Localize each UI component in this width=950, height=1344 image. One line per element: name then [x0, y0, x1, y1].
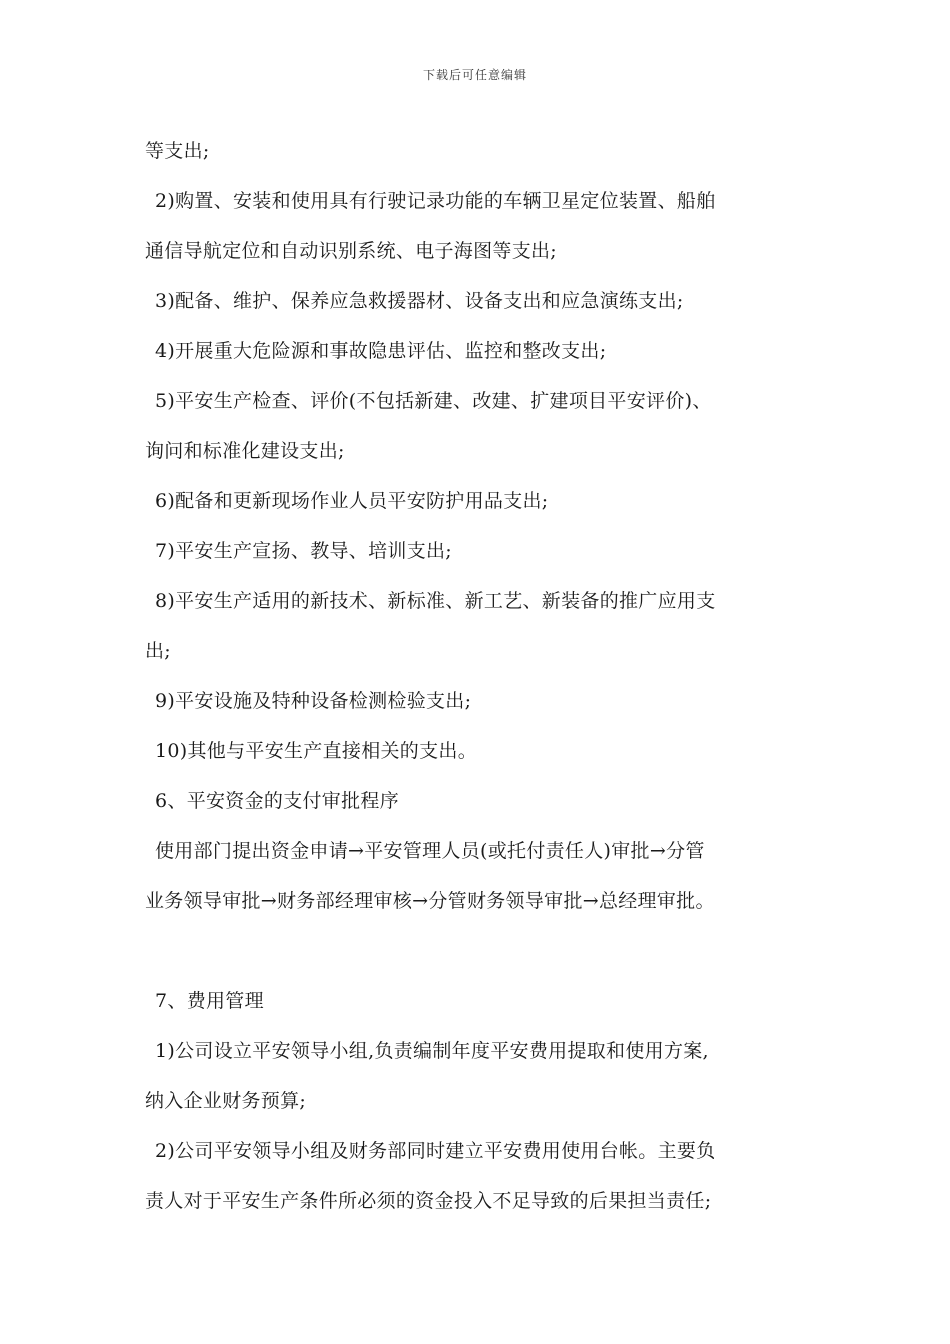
paragraph-line: 出;	[145, 640, 172, 662]
section-heading-7: 7、费用管理	[155, 990, 264, 1012]
list-item-5: 5)平安生产检查、评价(不包括新建、改建、扩建项目平安评价)、	[155, 390, 712, 412]
list-item-9: 9)平安设施及特种设备检测检验支出;	[155, 690, 472, 712]
list-item-1: 1)公司设立平安领导小组,负责编制年度平安费用提取和使用方案,	[155, 1040, 709, 1062]
paragraph-line: 通信导航定位和自动识别系统、电子海图等支出;	[145, 240, 558, 262]
list-item-10: 10)其他与平安生产直接相关的支出。	[155, 740, 477, 762]
paragraph-line: 使用部门提出资金申请→平安管理人员(或托付责任人)审批→分管	[155, 840, 705, 862]
paragraph-line: 责人对于平安生产条件所必须的资金投入不足导致的后果担当责任;	[145, 1190, 712, 1212]
section-heading-6: 6、平安资金的支付审批程序	[155, 790, 399, 812]
list-item-3: 3)配备、维护、保养应急救援器材、设备支出和应急演练支出;	[155, 290, 684, 312]
page-header: 下载后可任意编辑	[422, 68, 527, 82]
list-item-7: 7)平安生产宣扬、教导、培训支出;	[155, 540, 453, 562]
list-item-4: 4)开展重大危险源和事故隐患评估、监控和整改支出;	[155, 340, 607, 362]
paragraph-gap	[145, 931, 835, 981]
list-item-6: 6)配备和更新现场作业人员平安防护用品支出;	[155, 490, 549, 512]
list-item-2b: 2)公司平安领导小组及财务部同时建立平安费用使用台帐。主要负	[155, 1140, 716, 1162]
document-body	[145, 131, 835, 1231]
list-item-2: 2)购置、安装和使用具有行驶记录功能的车辆卫星定位装置、船舶	[155, 190, 716, 212]
paragraph-line: 询问和标准化建设支出;	[145, 440, 345, 462]
list-item-8: 8)平安生产适用的新技术、新标准、新工艺、新装备的推广应用支	[155, 590, 716, 612]
paragraph-line: 等支出;	[145, 140, 210, 162]
paragraph-line: 纳入企业财务预算;	[145, 1090, 307, 1112]
paragraph-line: 业务领导审批→财务部经理审核→分管财务领导审批→总经理审批。	[145, 890, 715, 912]
